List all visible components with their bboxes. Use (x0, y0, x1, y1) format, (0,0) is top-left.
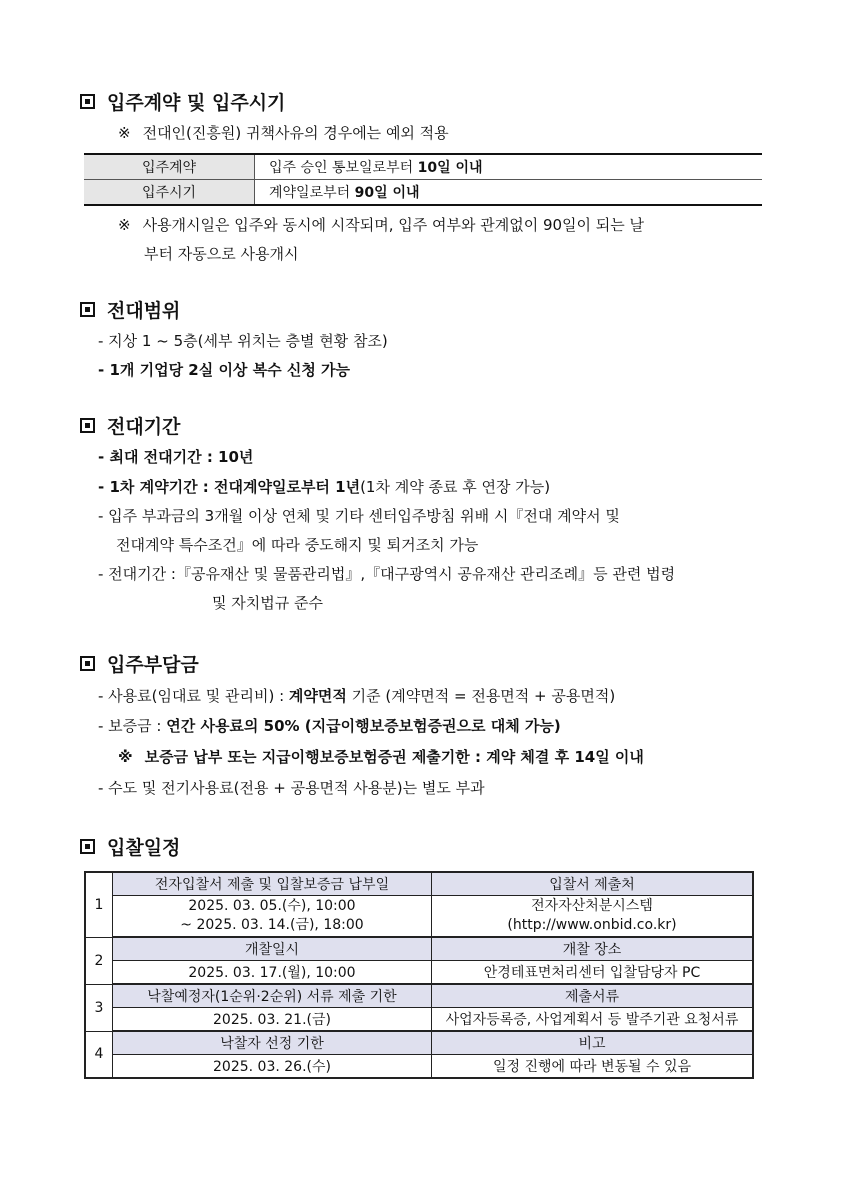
fees-note: ※ 보증금 납부 또는 지급이행보증보험증권 제출기한 : 계약 체결 후 14일 이내 (118, 748, 644, 766)
table-row (85, 896, 753, 938)
column-header: 전자입찰서 제출 및 입찰보증금 납부일 (113, 872, 432, 896)
contract-note-bottom-cont: 부터 자동으로 사용개시 (144, 245, 299, 263)
column-header: 낙찰자 선정 기한 (113, 1031, 432, 1055)
row-number: 1 (85, 872, 113, 937)
fees-item: - 사용료(임대료 및 관리비) : 계약면적 기준 (계약면적 = 전용면적 + 공용면적) (98, 687, 616, 705)
table-cell: 2025. 03. 17.(월), 10:00 (113, 961, 432, 985)
table-row (85, 961, 753, 985)
move-in-label: 입주시기 (84, 180, 255, 206)
period-item-cont: 및 자치법규 준수 (212, 594, 323, 612)
fees-item: - 보증금 : 연간 사용료의 50% (지급이행보증보험증권으로 대체 가능) (98, 717, 561, 735)
scope-item: - 지상 1 ~ 5층(세부 위치는 층별 현황 참조) (98, 332, 388, 350)
square-bullet-icon (80, 418, 95, 433)
table-row (85, 937, 753, 961)
reference-mark-icon: ※ (118, 124, 131, 142)
table-cell: 사업자등록증, 사업계획서 등 발주기관 요청서류 (432, 1008, 754, 1032)
row-number: 4 (85, 1031, 113, 1078)
contract-value: 입주 승인 통보일로부터 10일 이내 (255, 154, 763, 180)
section-title-scope: 전대범위 (80, 296, 180, 323)
table-row (85, 1008, 753, 1032)
row-number: 3 (85, 984, 113, 1031)
section-title-fees: 입주부담금 (80, 650, 199, 677)
table-cell: 전자자산처분시스템 (http://www.onbid.co.kr) (432, 896, 754, 938)
table-cell: 일정 진행에 따라 변동될 수 있음 (432, 1055, 754, 1079)
square-bullet-icon (80, 656, 95, 671)
section-title-period: 전대기간 (80, 412, 180, 439)
period-item: - 최대 전대기간 : 10년 (98, 448, 254, 466)
row-number: 2 (85, 937, 113, 984)
column-header: 개찰 장소 (432, 937, 754, 961)
table-cell: 2025. 03. 26.(수) (113, 1055, 432, 1079)
column-header: 개찰일시 (113, 937, 432, 961)
section-title-schedule: 입찰일정 (80, 833, 180, 860)
table-row (85, 1031, 753, 1055)
table-row (84, 154, 762, 180)
contract-note-top: ※ 전대인(진흥원) 귀책사유의 경우에는 예외 적용 (118, 124, 449, 142)
square-bullet-icon (80, 302, 95, 317)
table-cell: 안경테표면처리센터 입찰담당자 PC (432, 961, 754, 985)
table-cell: 2025. 03. 05.(수), 10:00 ~ 2025. 03. 14.(금), 18:00 (113, 896, 432, 938)
column-header: 비고 (432, 1031, 754, 1055)
period-item-cont: 전대계약 특수조건』에 따라 중도해지 및 퇴거조치 가능 (116, 536, 479, 554)
period-item: - 입주 부과금의 3개월 이상 연체 및 기타 센터입주방침 위배 시『전대 계약서 및 (98, 507, 620, 525)
reference-mark-icon: ※ (118, 748, 133, 766)
table-cell: 2025. 03. 21.(금) (113, 1008, 432, 1032)
column-header: 입찰서 제출처 (432, 872, 754, 896)
column-header: 제출서류 (432, 984, 754, 1008)
period-item: - 1차 계약기간 : 전대계약일로부터 1년(1차 계약 종료 후 연장 가능) (98, 478, 551, 496)
period-item: - 전대기간 :『공유재산 및 물품관리법』,『대구광역시 공유재산 관리조례』등 관련 법령 (98, 565, 676, 583)
square-bullet-icon (80, 94, 95, 109)
contract-label: 입주계약 (84, 154, 255, 180)
table-row (85, 1055, 753, 1079)
table-row (84, 180, 762, 206)
section-title-contract: 입주계약 및 입주시기 (80, 88, 285, 115)
table-row (85, 984, 753, 1008)
reference-mark-icon: ※ (118, 216, 131, 234)
square-bullet-icon (80, 839, 95, 854)
table-row (85, 872, 753, 896)
contract-note-bottom: ※ 사용개시일은 입주와 동시에 시작되며, 입주 여부와 관계없이 90일이 되는 날 (118, 216, 645, 234)
column-header: 낙찰예정자(1순위·2순위) 서류 제출 기한 (113, 984, 432, 1008)
contract-table (84, 153, 762, 206)
schedule-table (84, 871, 754, 1079)
scope-item: - 1개 기업당 2실 이상 복수 신청 가능 (98, 361, 351, 379)
fees-item: - 수도 및 전기사용료(전용 + 공용면적 사용분)는 별도 부과 (98, 779, 485, 797)
move-in-value: 계약일로부터 90일 이내 (255, 180, 763, 206)
